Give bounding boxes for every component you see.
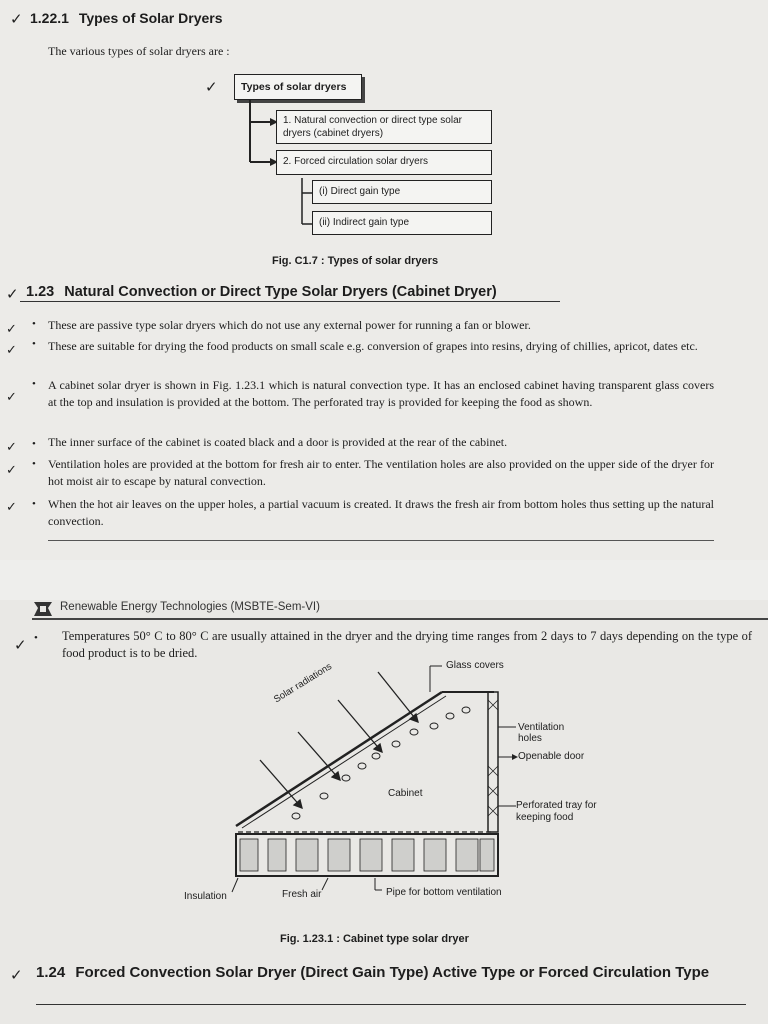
label-pipe-ventilation: Pipe for bottom ventilation [386, 887, 502, 898]
list-item: The inner surface of the cabinet is coated black and a door is provided at the rear of the cabinet. [48, 435, 508, 449]
diagram-root-box: Types of solar dryers [234, 74, 362, 100]
section-heading-1-24 [36, 962, 716, 983]
section-title: Forced Convection Solar Dryer (Direct Gain Type) Active Type or Forced Circulation Type [75, 964, 710, 981]
tick-mark-icon: ✓ [6, 322, 17, 337]
figure-caption: Fig. C1.7 : Types of solar dryers [272, 255, 439, 267]
page-bottom-rule [48, 540, 714, 541]
tick-mark-icon: ✓ [10, 966, 23, 984]
list-item: A cabinet solar dryer is shown in Fig. 1.23.1 which is natural convection type. It has an enclosed cabinet having transparent glass covers at the top and insulation is provided at the bottom. The perforated tray is provided for keeping the food as shown. [48, 378, 714, 409]
tick-mark-icon: ✓ [10, 10, 23, 28]
tick-mark-icon: ✓ [6, 500, 17, 515]
tick-mark-icon: ✓ [6, 285, 19, 303]
tick-mark-icon: ✓ [6, 343, 17, 358]
bullet-icon: • [32, 438, 36, 450]
tick-mark-icon: ✓ [14, 636, 27, 654]
tick-mark-icon: ✓ [6, 440, 17, 455]
insulation-blocks [240, 839, 494, 871]
label-fresh-air: Fresh air [282, 889, 322, 900]
bullet-icon: • [32, 318, 36, 330]
tick-mark-icon: ✓ [6, 463, 17, 478]
diagram-node-natural-convection: 1. Natural convection or direct type solar dryers (cabinet dryers) [276, 110, 492, 144]
bullet-icon: • [34, 632, 38, 644]
label-solar-radiations: Solar radiations [272, 661, 334, 706]
label-glass-covers: Glass covers [446, 660, 504, 671]
section-title: Types of Solar Dryers [78, 10, 223, 26]
tick-mark-icon: ✓ [6, 390, 17, 405]
label-ventilation-holes: Ventilation holes [518, 722, 565, 744]
cabinet-dryer-figure [150, 656, 630, 906]
bullet-icon: • [32, 498, 36, 510]
intro-text: The various types of solar dryers are : [48, 44, 230, 58]
section-heading-1-23 [26, 284, 497, 300]
bullet-icon: • [32, 378, 36, 390]
diagram-node-indirect-gain: (ii) Indirect gain type [312, 211, 492, 235]
label-insulation: Insulation [184, 891, 227, 902]
label-perforated-tray: Perforated tray for keeping food [516, 800, 597, 823]
diagram-node-forced-circulation: 2. Forced circulation solar dryers [276, 150, 492, 175]
label-openable-door: Openable door [518, 751, 585, 762]
list-item: Temperatures 50° C to 80° C are usually attained in the dryer and the drying time ranges from 2 days to 7 days depending on the type of food product is to be dried. [62, 629, 752, 660]
section-number: 1.24 [36, 964, 66, 981]
heading-underline [36, 1004, 746, 1005]
list-item: These are passive type solar dryers which do not use any external power for running a fan or blower. [48, 318, 531, 332]
page-bottom [0, 600, 768, 1024]
running-header: Renewable Energy Technologies (MSBTE-Sem-VI) [60, 601, 320, 613]
section-title: Natural Convection or Direct Type Solar Dryers (Cabinet Dryer) [64, 284, 497, 300]
section-number: 1.23 [26, 284, 55, 300]
header-rule [32, 618, 768, 620]
section-number: 1.22.1 [30, 10, 69, 26]
list-item: These are suitable for drying the food products on small scale e.g. conversion of grapes into resins, drying of chillies, apricot, dates etc. [48, 339, 698, 353]
bullet-icon: • [32, 338, 36, 350]
list-item: Ventilation holes are provided at the bottom for fresh air to enter. The ventilation holes are also provided on the upper side of the dryer for hot moist air to escape by natural convection. [48, 457, 714, 488]
list-item: When the hot air leaves on the upper holes, a partial vacuum is created. It draws the fresh air from bottom holes thus setting up the natural convection. [48, 497, 714, 528]
page-gap [0, 560, 768, 600]
tick-mark-icon: ✓ [205, 78, 218, 96]
bullet-icon: • [32, 458, 36, 470]
figure-caption: Fig. 1.23.1 : Cabinet type solar dryer [280, 933, 469, 945]
heading-underline [20, 301, 560, 302]
section-heading-1-22-1 [30, 10, 223, 26]
label-cabinet: Cabinet [388, 788, 423, 799]
diagram-node-direct-gain: (i) Direct gain type [312, 180, 492, 204]
